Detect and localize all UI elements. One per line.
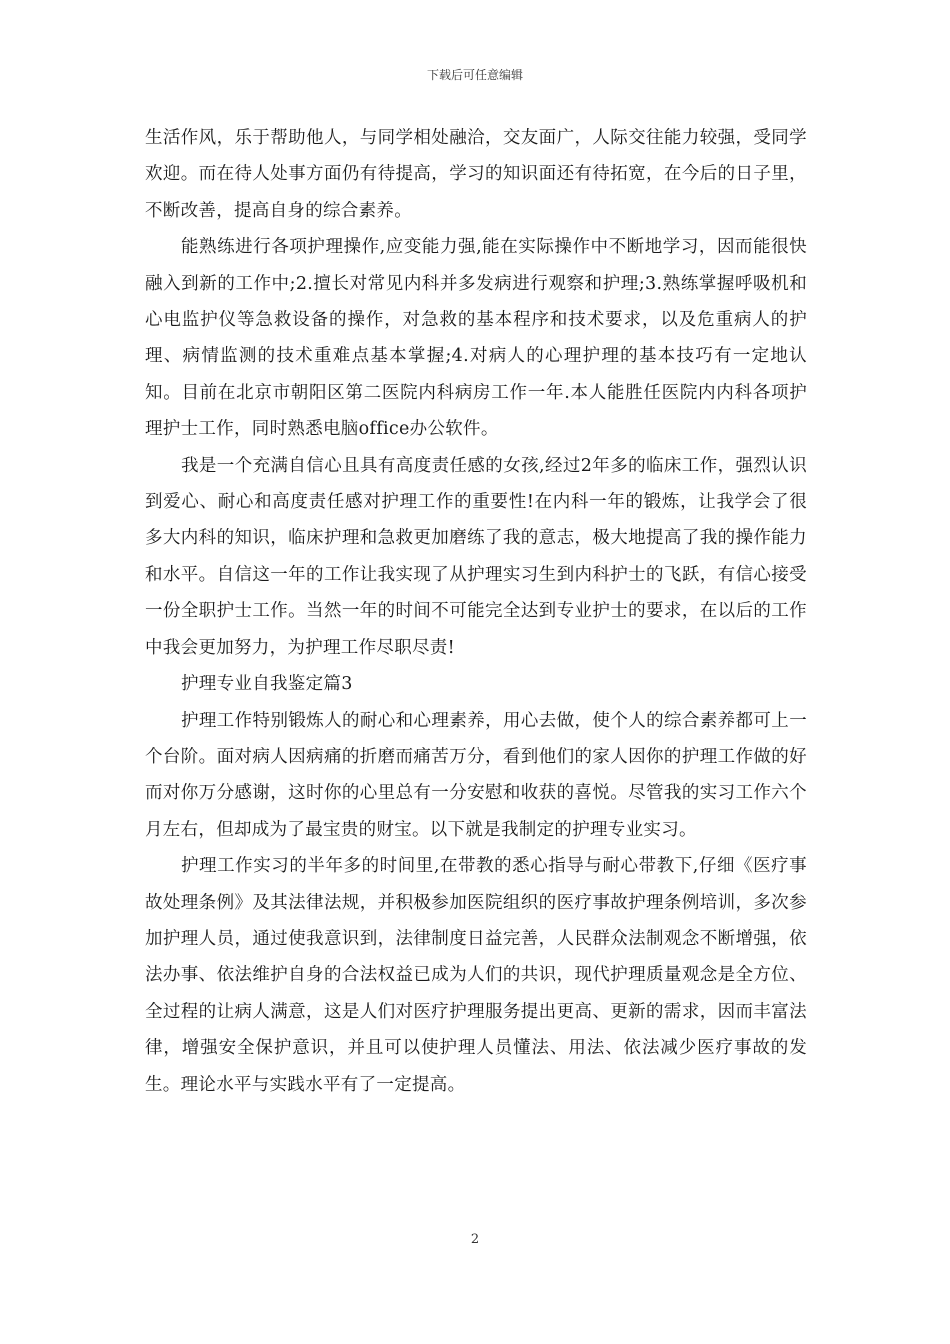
page-number: 2 [470, 1232, 480, 1247]
page-header: 下载后可任意编辑 [426, 68, 523, 82]
document-body [145, 120, 807, 1103]
paragraph-3: 我是一个充满自信心且具有高度责任感的女孩,经过2年多的临床工作，强烈认识到爱心、耐心和高度责任感对护理工作的重要性!在内科一年的锻炼，让我学会了很多大内科的知识，临床护理和急救更加磨练了我的意志，极大地提高了我的操作能力和水平。自信这一年的工作让我实现了从护理实习生到内科护士的飞跃，有信心接受一份全职护士工作。当然一年的时间不可能完全达到专业护士的要求，在以后的工作中我会更加努力，为护理工作尽职尽责! [145, 455, 807, 658]
section-heading: 护理专业自我鉴定篇3 [181, 674, 353, 695]
paragraph-4: 护理工作特别锻炼人的耐心和心理素养，用心去做，使个人的综合素养都可上一个台阶。面对病人因病痛的折磨而痛苦万分，看到他们的家人因你的护理工作做的好而对你万分感谢，这时你的心里总有一分安慰和收获的喜悦。尽管我的实习工作六个月左右，但却成为了最宝贵的财宝。以下就是我制定的护理专业实习。 [145, 710, 807, 840]
paragraph-5: 护理工作实习的半年多的时间里,在带教的悉心指导与耐心带教下,仔细《医疗事故处理条例》及其法律法规，并积极参加医院组织的医疗事故护理条例培训，多次参加护理人员，通过使我意识到，法律制度日益完善，人民群众法制观念不断增强，依法办事、依法维护自身的合法权益已成为人们的共识，现代护理质量观念是全方位、全过程的让病人满意，这是人们对医疗护理服务提出更高、更新的需求，因而丰富法律，增强安全保护意识，并且可以使护理人员懂法、用法、依法减少医疗事故的发生。理论水平与实践水平有了一定提高。 [145, 856, 807, 1095]
paragraph-2: 能熟练进行各项护理操作,应变能力强,能在实际操作中不断地学习，因而能很快融入到新的工作中;2.擅长对常见内科并多发病进行观察和护理;3.熟练掌握呼吸机和心电监护仪等急救设备的操作，对急救的基本程序和技术要求，以及危重病人的护理、病情监测的技术重难点基本掌握;4.对病人的心理护理的基本技巧有一定地认知。目前在北京市朝阳区第二医院内科病房工作一年.本人能胜任医院内内科各项护理护士工作，同时熟悉电脑office办公软件。 [145, 237, 807, 440]
paragraph-1: 生活作风，乐于帮助他人，与同学相处融洽，交友面广，人际交往能力较强，受同学欢迎。而在待人处事方面仍有待提高，学习的知识面还有待拓宽，在今后的日子里，不断改善，提高自身的综合素养。 [145, 128, 807, 221]
